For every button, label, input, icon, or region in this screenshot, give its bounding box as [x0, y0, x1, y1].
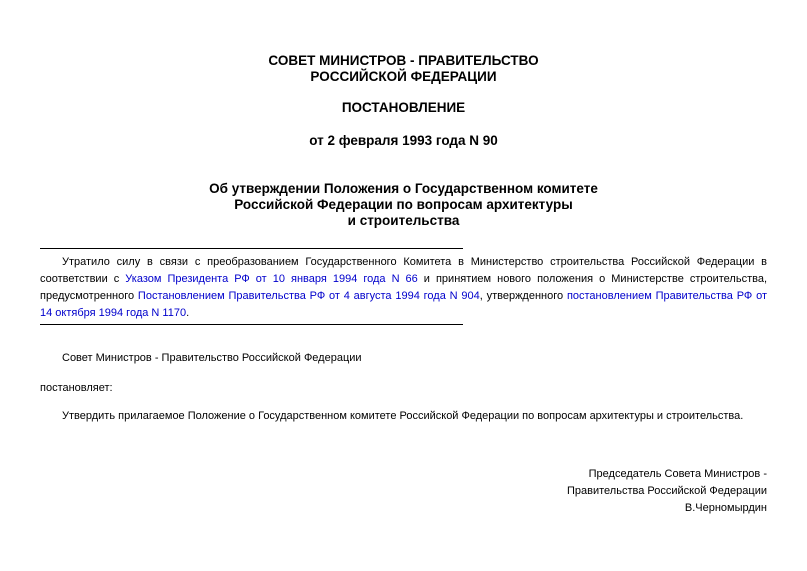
- signatory-title-1: Председатель Совета Министров -: [588, 468, 767, 480]
- document-type: ПОСТАНОВЛЕНИЕ: [341, 100, 466, 115]
- note-divider-top: [40, 248, 463, 249]
- title-line-3: и строительства: [347, 213, 460, 228]
- link-resolution-904[interactable]: Постановлением Правительства РФ от 4 августа 1994 года N 904: [137, 290, 480, 302]
- repeal-note: [40, 254, 767, 322]
- approve-clause: Утвердить прилагаемое Положение о Государственном комитете Российской Федерации по вопросам архитектуры и строительства.: [62, 410, 744, 422]
- title-line-2: Российской Федерации по вопросам архитектуры: [234, 197, 573, 212]
- document-title: [0, 181, 807, 229]
- signatory-name: В.Черномырдин: [684, 502, 767, 514]
- note-divider-bottom: [40, 324, 463, 325]
- council-statement: Совет Министров - Правительство Российской Федерации: [62, 352, 362, 364]
- authority-line-1: СОВЕТ МИНИСТРОВ - ПРАВИТЕЛЬСТВО: [268, 53, 539, 68]
- link-decree-66[interactable]: Указом Президента РФ от 10 января 1994 года N 66: [125, 273, 418, 285]
- issuing-authority: [0, 53, 807, 85]
- document-date-number: от 2 февраля 1993 года N 90: [309, 133, 498, 148]
- note-text-4: .: [186, 307, 190, 319]
- note-text-3: , утвержденного: [479, 290, 567, 302]
- link-resolution-1170[interactable]: постановлением Правительства РФ от 14 октября 1994 года N 1170: [40, 290, 767, 319]
- note-text-1: Утратило силу в связи с преобразованием Государственного Комитета в Министерство строительства Российской Федерации в соответствии с: [40, 256, 767, 285]
- title-line-1: Об утверждении Положения о Государственном комитете: [209, 181, 598, 196]
- signature-block: [567, 466, 767, 517]
- authority-line-2: РОССИЙСКОЙ ФЕДЕРАЦИИ: [310, 69, 497, 84]
- resolves-statement: постановляет:: [40, 382, 113, 394]
- note-text-2: и принятием нового положения о Министерстве строительства, предусмотренного: [40, 273, 768, 302]
- signatory-title-2: Правительства Российской Федерации: [567, 485, 767, 497]
